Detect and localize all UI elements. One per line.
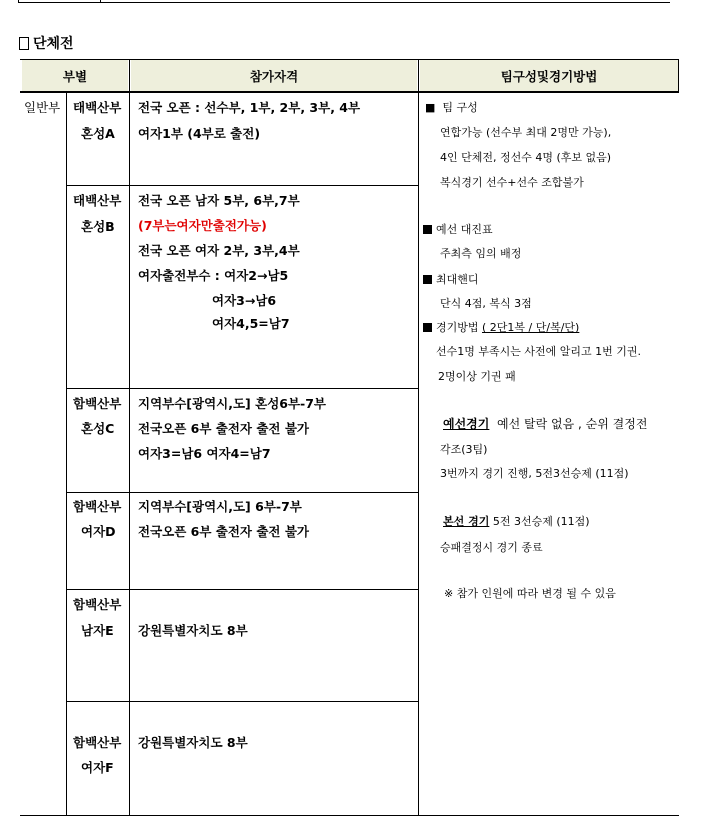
table-top-line [20, 59, 679, 60]
prelim-game-label: 예선경기 [443, 417, 490, 431]
col-line-1 [129, 59, 130, 816]
eligibility-line: 여자4,5=남7 [212, 316, 290, 331]
row-name: 함백산부 [73, 499, 122, 514]
prelim-title: 예선 대진표 [423, 222, 493, 238]
eligibility-line: 전국 오픈 : 선수부, 1부, 2부, 3부, 4부 [138, 100, 361, 115]
header-eligibility: 참가자격 [131, 60, 417, 92]
checkbox-icon [19, 37, 29, 50]
top-divider [100, 0, 101, 3]
eligibility-line: 지역부수[광역시,도] 6부-7부 [138, 499, 302, 514]
col-line-3 [678, 59, 679, 92]
row-name: 혼성B [81, 219, 115, 234]
eligibility-line: 여자3=남6 여자4=남7 [138, 446, 271, 461]
eligibility-note-red: (7부는여자만출전가능) [138, 218, 267, 233]
eligibility-line: 강원특별자치도 8부 [138, 623, 248, 638]
handicap-line: 단식 4점, 복식 3점 [440, 297, 532, 310]
row-line-5 [66, 701, 418, 702]
row-name: 혼성C [81, 421, 115, 436]
eligibility-line: 전국 오픈 여자 2부, 3부,4부 [138, 243, 300, 258]
eligibility-line: 전국오픈 6부 출전자 출전 불가 [138, 421, 310, 436]
bullet-square-icon [423, 323, 432, 332]
row-name: 함백산부 [73, 597, 122, 612]
eligibility-line: 강원특별자치도 8부 [138, 735, 248, 750]
table-bottom-line [20, 815, 679, 816]
row-name: 태백산부 [73, 193, 122, 208]
row-line-3 [66, 492, 418, 493]
top-border [18, 2, 670, 3]
team-line: 4인 단체전, 정선수 4명 (후보 없음) [440, 151, 612, 164]
header-division: 부별 [22, 60, 128, 92]
final-label: 본선 경기 [443, 515, 490, 528]
row-name: 남자E [81, 623, 114, 638]
row-name: 태백산부 [73, 100, 122, 115]
eligibility-line: 지역부수[광역시,도] 혼성6부-7부 [138, 396, 327, 411]
header-team-method: 팀구성및경기방법 [420, 60, 678, 92]
row-line-1 [66, 185, 418, 186]
eligibility-line: 전국 오픈 남자 5부, 6부,7부 [138, 193, 300, 208]
change-note: ※ 참가 인원에 따라 변경 될 수 있음 [444, 587, 616, 600]
col-line-2 [418, 59, 419, 816]
method-detail: ( 2단1복 / 단/복/단) [482, 321, 580, 334]
bullet-square-icon [423, 275, 432, 284]
prelim-game-line: 각조(3팀) [440, 443, 488, 456]
row-name: 혼성A [81, 126, 115, 141]
final-game: 본선 경기 5전 3선승제 (11점) [443, 515, 590, 528]
row-line-2 [66, 388, 418, 389]
eligibility-line: 전국오픈 6부 출전자 출전 불가 [138, 524, 310, 539]
bullet-square-icon [423, 225, 432, 234]
prelim-game: 예선경기 예선 탈락 없음 , 순위 결정전 [443, 417, 648, 431]
top-divider-left [18, 0, 19, 3]
final-line: 승패결정시 경기 종료 [440, 541, 543, 554]
handicap-title: 최대핸디 [423, 272, 479, 288]
col-line-sub [66, 92, 67, 816]
bullet-square-icon: ■ [425, 101, 436, 114]
row-name: 여자F [81, 760, 114, 775]
general-division-label: 일반부 [24, 100, 61, 115]
header-bottom-line [20, 91, 679, 93]
team-line: 복식경기 선수+선수 조합불가 [440, 176, 584, 189]
row-line-4 [66, 589, 418, 590]
eligibility-line: 여자1부 (4부로 출전) [138, 126, 261, 141]
team-title: ■ 팀 구성 [425, 101, 478, 114]
row-name: 여자D [81, 524, 116, 539]
row-name: 함백산부 [73, 396, 122, 411]
method-line: 2명이상 기권 패 [438, 370, 516, 383]
method-line: 선수1명 부족시는 사전에 알리고 1번 기권. [436, 345, 641, 358]
prelim-game-line: 3번까지 경기 진행, 5전3선승제 (11점) [440, 467, 629, 480]
row-name: 함백산부 [73, 735, 122, 750]
eligibility-line: 여자3→남6 [212, 293, 277, 308]
method-title: 경기방법 ( 2단1복 / 단/복/단) [423, 320, 579, 336]
section-title: 단체전 [19, 35, 74, 53]
prelim-line: 주최측 임의 배정 [440, 247, 522, 260]
eligibility-line: 여자출전부수 : 여자2→남5 [138, 268, 289, 283]
team-line: 연합가능 (선수부 최대 2명만 가능), [440, 126, 612, 139]
